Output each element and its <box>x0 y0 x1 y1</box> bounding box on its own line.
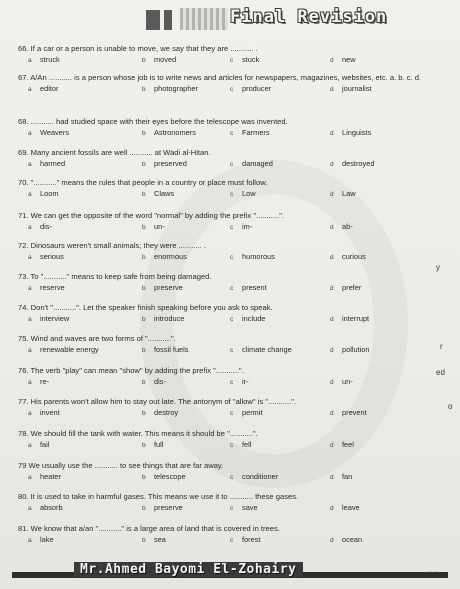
option-text: fossil fuels <box>154 344 189 354</box>
answer-option[interactable] <box>142 408 178 417</box>
option-letter: a <box>28 537 32 545</box>
option-text: full <box>154 440 164 449</box>
header-bar-left <box>146 10 160 30</box>
option-letter: b <box>142 86 146 94</box>
question-text: 81. We know that a/an "..........." is a large area of land that is covered in trees. <box>18 524 280 534</box>
answer-options <box>18 282 448 295</box>
header-bar-right <box>164 10 172 30</box>
option-text: serious <box>40 252 64 262</box>
option-letter: a <box>28 474 32 482</box>
option-text: save <box>242 503 258 512</box>
option-text: prefer <box>342 283 362 293</box>
answer-option[interactable] <box>142 440 163 449</box>
question-item <box>18 178 448 201</box>
option-text: interrupt <box>342 314 370 323</box>
question-text: 68. ........... had studied space with their eyes before the telescope was invented. <box>18 116 288 126</box>
footer-banner <box>0 562 460 589</box>
answer-option[interactable] <box>330 408 367 417</box>
answer-option[interactable] <box>28 408 60 417</box>
option-letter: c <box>230 160 234 168</box>
option-text: Loom <box>40 189 59 199</box>
answer-option[interactable] <box>28 472 61 481</box>
answer-option[interactable] <box>330 283 361 292</box>
option-letter: d <box>330 57 334 64</box>
answer-options <box>18 439 448 452</box>
answer-option[interactable] <box>142 503 183 512</box>
answer-option[interactable] <box>230 472 278 481</box>
answer-option[interactable] <box>230 440 251 449</box>
option-text: include <box>242 314 266 323</box>
option-letter: c <box>230 191 234 199</box>
answer-option[interactable] <box>230 222 252 231</box>
question-text: 66. If a car or a person is unable to move, we say that they are ........... . <box>18 44 258 53</box>
option-text: dis- <box>154 377 166 386</box>
option-letter: b <box>142 537 146 545</box>
answer-option[interactable] <box>230 84 271 93</box>
answer-option[interactable] <box>142 128 196 137</box>
option-text: damaged <box>242 158 273 168</box>
option-letter: c <box>230 129 234 137</box>
question-text: 79 We usually use the ........... to see things that are far away. <box>18 461 224 471</box>
option-letter: b <box>142 505 146 512</box>
option-text: feel <box>342 440 354 449</box>
question-text: 72. Dinosaurs weren't small animals; they were ........... . <box>18 241 206 251</box>
option-text: prevent <box>342 407 367 417</box>
option-letter: b <box>142 346 146 354</box>
answer-option[interactable] <box>330 535 362 544</box>
answer-option[interactable] <box>330 128 371 137</box>
answer-options <box>18 344 448 357</box>
option-text: dis- <box>40 221 52 231</box>
answer-option[interactable] <box>142 84 198 93</box>
option-letter: a <box>28 254 32 262</box>
answer-option[interactable] <box>330 345 370 354</box>
option-text: im- <box>242 221 253 231</box>
answer-option[interactable] <box>28 222 52 231</box>
answer-option[interactable] <box>28 503 63 512</box>
option-letter: c <box>230 474 234 482</box>
option-text: Low <box>242 189 256 199</box>
option-text: sea <box>154 535 166 545</box>
option-letter: c <box>230 442 234 449</box>
answer-options <box>18 376 448 389</box>
option-text: present <box>242 283 267 293</box>
question-item <box>18 73 448 96</box>
answer-option[interactable] <box>330 377 353 386</box>
margin-mark: r <box>440 342 443 351</box>
question-text: 74. Don't "...........". Let the speaker finish speaking before you ask to speak. <box>18 303 273 312</box>
question-item <box>18 272 448 295</box>
answer-option[interactable] <box>142 159 187 168</box>
page-title: Final Revision <box>230 7 388 27</box>
option-letter: b <box>142 191 146 199</box>
option-letter: b <box>142 285 146 293</box>
answer-options <box>18 127 448 140</box>
question-text: 71. We can get the opposite of the word "normal" by adding the prefix "...........". <box>18 210 285 220</box>
answer-option[interactable] <box>230 55 259 64</box>
option-letter: d <box>330 442 334 449</box>
option-letter: a <box>28 346 32 354</box>
option-text: Farmers <box>242 127 270 137</box>
option-letter: b <box>142 316 146 323</box>
question-text: 76. The verb "play" can mean "show" by adding the prefix "...........". <box>18 366 244 375</box>
option-letter: b <box>142 129 146 137</box>
option-letter: a <box>28 285 32 293</box>
margin-mark: ed <box>436 368 445 377</box>
option-text: permit <box>242 407 263 417</box>
option-text: Linguists <box>342 127 372 137</box>
option-letter: a <box>28 442 32 449</box>
option-text: lake <box>40 535 54 545</box>
answer-option[interactable] <box>142 222 165 231</box>
question-item <box>18 211 448 234</box>
answer-option[interactable] <box>230 503 258 512</box>
option-text: renewable energy <box>40 344 99 354</box>
answer-option[interactable] <box>330 314 369 323</box>
option-text: heater <box>40 472 61 482</box>
answer-options <box>18 83 448 96</box>
option-text: invent <box>40 407 60 417</box>
question-item <box>18 241 448 264</box>
answer-options <box>18 502 448 515</box>
question-item <box>18 117 448 140</box>
answer-option[interactable] <box>28 84 59 93</box>
answer-option[interactable] <box>142 535 166 544</box>
option-letter: c <box>230 316 234 323</box>
option-text: enormous <box>154 252 187 262</box>
option-text: Law <box>342 189 356 199</box>
option-letter: d <box>330 537 334 545</box>
answer-options <box>18 54 448 67</box>
option-text: conditioner <box>242 472 279 482</box>
question-item <box>18 44 448 67</box>
answer-option[interactable] <box>142 55 176 64</box>
option-text: moved <box>154 55 177 64</box>
answer-option[interactable] <box>28 252 64 261</box>
option-letter: a <box>28 223 32 231</box>
answer-option[interactable] <box>142 189 174 198</box>
option-letter: a <box>28 191 32 199</box>
question-item <box>18 334 448 357</box>
question-text: 80. It is used to take in harmful gases. This means we use it to ........... these gases. <box>18 492 299 501</box>
option-letter: c <box>230 86 234 94</box>
option-letter: c <box>230 254 234 262</box>
option-letter: a <box>28 129 32 137</box>
option-letter: a <box>28 505 32 512</box>
option-text: ab- <box>342 221 353 231</box>
answer-options <box>18 313 448 326</box>
option-text: ir- <box>242 377 249 386</box>
answer-options <box>18 251 448 264</box>
option-letter: b <box>142 57 146 64</box>
option-text: Weavers <box>40 127 70 137</box>
option-text: interview <box>40 314 70 323</box>
answer-option[interactable] <box>28 440 49 449</box>
option-text: fail <box>40 440 50 449</box>
option-letter: d <box>330 379 334 386</box>
option-text: journalist <box>342 84 372 94</box>
margin-mark: o <box>448 402 453 411</box>
footer-tail: •• <box>428 569 438 578</box>
option-letter: d <box>330 191 334 199</box>
option-letter: d <box>330 129 334 137</box>
answer-option[interactable] <box>142 472 186 481</box>
question-text: 70. "..........." means the rules that people in a country or place must follow. <box>18 178 268 188</box>
question-text: 75. Wind and waves are two forms of "...........". <box>18 333 176 343</box>
option-letter: c <box>230 505 234 512</box>
option-letter: b <box>142 254 146 262</box>
option-text: photographer <box>154 84 198 94</box>
option-text: preserved <box>154 158 187 168</box>
option-text: harmed <box>40 158 66 168</box>
option-text: reserve <box>40 283 65 293</box>
option-text: absorb <box>40 503 63 512</box>
answer-options <box>18 534 448 547</box>
answer-option[interactable] <box>142 377 166 386</box>
option-text: Astronomers <box>154 127 196 137</box>
option-text: ocean <box>342 535 363 545</box>
answer-option[interactable] <box>230 345 292 354</box>
option-letter: b <box>142 474 146 482</box>
answer-options <box>18 188 448 201</box>
answer-option[interactable] <box>28 314 69 323</box>
option-letter: c <box>230 409 234 417</box>
option-text: destroyed <box>342 158 375 168</box>
answer-option[interactable] <box>230 283 267 292</box>
option-letter: b <box>142 160 146 168</box>
option-letter: d <box>330 160 334 168</box>
question-text: 78. We should fill the tank with water. This means it should be "...........". <box>18 429 258 438</box>
option-text: struck <box>40 55 60 64</box>
option-letter: a <box>28 57 32 64</box>
option-letter: a <box>28 379 32 386</box>
answer-option[interactable] <box>330 503 360 512</box>
option-text: un- <box>342 377 353 386</box>
option-text: pollution <box>342 344 370 354</box>
option-letter: a <box>28 316 32 323</box>
answer-option[interactable] <box>330 252 366 261</box>
author-signature: Mr.Ahmed Bayomi El-Zohairy <box>74 562 303 577</box>
option-letter: a <box>28 409 32 417</box>
answer-option[interactable] <box>230 252 275 261</box>
answer-options <box>18 407 448 420</box>
option-text: new <box>342 55 356 64</box>
answer-option[interactable] <box>330 222 353 231</box>
answer-option[interactable] <box>330 55 356 64</box>
option-letter: d <box>330 505 334 512</box>
option-letter: d <box>330 346 334 354</box>
option-text: stuck <box>242 55 260 64</box>
option-letter: c <box>230 57 234 64</box>
option-letter: c <box>230 537 234 545</box>
answer-option[interactable] <box>230 535 260 544</box>
option-letter: c <box>230 285 234 293</box>
option-text: fell <box>242 440 252 449</box>
answer-option[interactable] <box>230 408 263 417</box>
header-banner <box>0 4 460 30</box>
answer-option[interactable] <box>28 159 65 168</box>
option-text: leave <box>342 503 360 512</box>
question-item <box>18 429 448 452</box>
option-text: Claws <box>154 189 175 199</box>
answer-options <box>18 471 448 484</box>
option-letter: c <box>230 223 234 231</box>
answer-option[interactable] <box>28 189 59 198</box>
answer-option[interactable] <box>28 377 49 386</box>
option-text: editor <box>40 84 59 94</box>
header-decoration <box>180 8 228 30</box>
option-letter: d <box>330 254 334 262</box>
answer-option[interactable] <box>330 440 354 449</box>
option-letter: d <box>330 285 334 293</box>
question-item <box>18 461 448 484</box>
option-letter: a <box>28 86 32 94</box>
answer-option[interactable] <box>28 345 99 354</box>
option-letter: d <box>330 86 334 94</box>
margin-mark: y <box>436 263 440 272</box>
answer-option[interactable] <box>230 189 256 198</box>
option-text: preserve <box>154 503 183 512</box>
option-text: preserve <box>154 283 183 293</box>
answer-option[interactable] <box>142 283 183 292</box>
option-letter: d <box>330 474 334 482</box>
option-text: curious <box>342 252 366 262</box>
option-letter: b <box>142 409 146 417</box>
question-item <box>18 397 448 420</box>
answer-options <box>18 158 448 171</box>
question-item <box>18 303 448 326</box>
answer-option[interactable] <box>230 128 270 137</box>
answer-option[interactable] <box>330 189 356 198</box>
option-text: telescope <box>154 472 186 482</box>
answer-option[interactable] <box>330 159 374 168</box>
question-item <box>18 492 448 515</box>
answer-option[interactable] <box>142 252 187 261</box>
option-text: climate change <box>242 344 292 354</box>
question-text: 73. To "..........." means to keep safe from being damaged. <box>18 272 212 282</box>
option-text: fan <box>342 472 353 482</box>
option-letter: b <box>142 223 146 231</box>
answer-option[interactable] <box>330 472 352 481</box>
option-letter: c <box>230 379 234 386</box>
answer-option[interactable] <box>230 314 265 323</box>
answer-option[interactable] <box>28 283 65 292</box>
question-text: 69. Many ancient fossils are well ........... at Wadi al-Hitan. <box>18 147 211 157</box>
option-letter: c <box>230 346 234 354</box>
option-text: humorous <box>242 252 275 262</box>
option-letter: a <box>28 160 32 168</box>
option-letter: b <box>142 442 146 449</box>
question-item <box>18 366 448 389</box>
option-text: re- <box>40 377 50 386</box>
answer-option[interactable] <box>230 159 273 168</box>
option-text: producer <box>242 84 272 94</box>
answer-option[interactable] <box>142 345 189 354</box>
answer-options <box>18 221 448 234</box>
answer-option[interactable] <box>230 377 249 386</box>
question-text: 77. His parents won't allow him to stay out late. The antonym of "allow" is "...........". <box>18 396 296 406</box>
question-text: 67. A/An ........... is a person whose job is to write news and articles for newspapers, magazines, websites, etc. a. b. c. d. <box>18 73 422 83</box>
option-letter: d <box>330 409 334 417</box>
answer-option[interactable] <box>330 84 372 93</box>
option-text: forest <box>242 535 261 545</box>
answer-option[interactable] <box>28 128 69 137</box>
answer-option[interactable] <box>28 535 54 544</box>
question-item <box>18 148 448 171</box>
option-letter: d <box>330 223 334 231</box>
option-text: un- <box>154 221 165 231</box>
answer-option[interactable] <box>142 314 184 323</box>
option-letter: d <box>330 316 334 323</box>
option-text: introduce <box>154 314 185 323</box>
option-text: destroy <box>154 407 179 417</box>
answer-option[interactable] <box>28 55 60 64</box>
option-letter: b <box>142 379 146 386</box>
question-item <box>18 524 448 547</box>
